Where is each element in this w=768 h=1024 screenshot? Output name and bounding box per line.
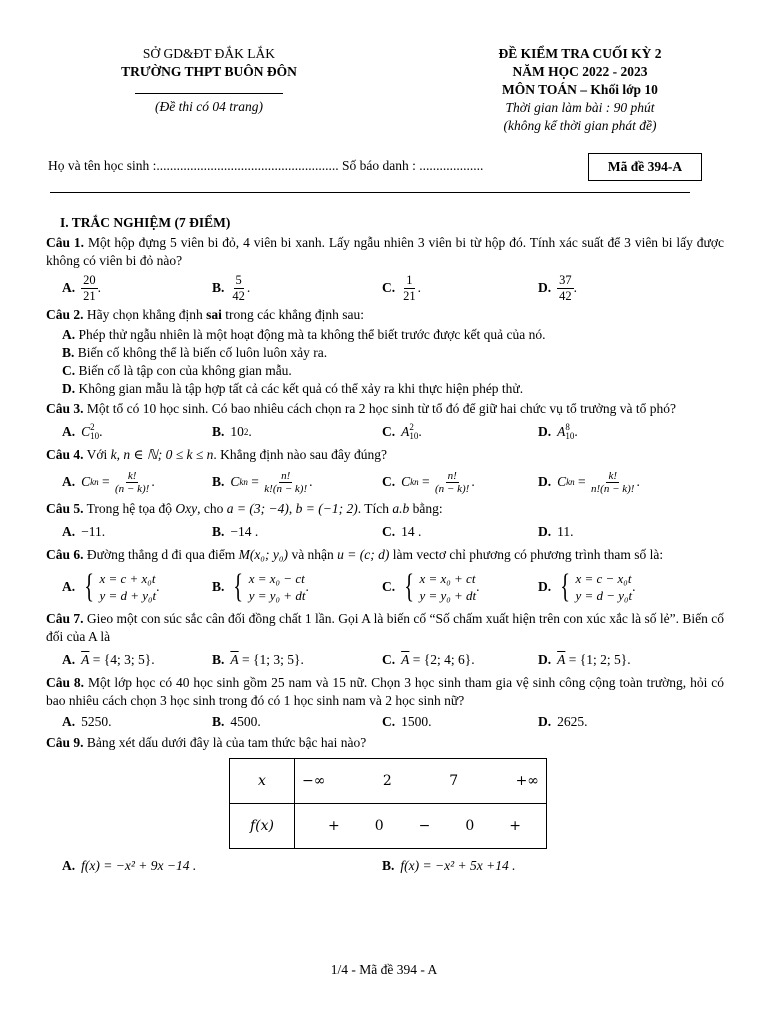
option-d <box>538 712 588 732</box>
option-a <box>62 520 105 544</box>
option-value: = {2; 4; 6} <box>412 652 472 667</box>
page-footer: 1/4 - Mã đề 394 - A <box>330 962 438 977</box>
question-text: Một tổ có 10 học sinh. Có bao nhiêu cách chọn ra 2 học sinh từ tổ đó để giữ hai chức vụ tổ trưởng và tổ phó? <box>83 401 676 416</box>
option-label: B. <box>212 579 225 594</box>
question-text: Hãy chọn khẳng định <box>83 307 207 322</box>
question-1 <box>46 234 724 270</box>
option-value: = {1; 2; 5} <box>568 652 628 667</box>
option-label: C. <box>382 424 396 439</box>
option-d <box>62 380 724 398</box>
question-text: trong các khẳng định sau: <box>221 307 364 322</box>
school-year: NĂM HỌC 2022 - 2023 <box>512 64 648 79</box>
superscript: 2 <box>90 422 95 432</box>
question-label: Câu 8. <box>46 675 85 690</box>
option-value: f(x) = −x² + 9x −14 . <box>81 858 197 873</box>
x-value: −∞ <box>302 773 326 789</box>
option-label: D. <box>538 652 552 667</box>
option-label: D. <box>538 524 552 539</box>
duration: Thời gian làm bài : 90 phút <box>505 100 655 115</box>
question-label: Câu 9. <box>46 735 84 750</box>
question-3-options <box>46 420 724 444</box>
student-info-line: Họ và tên học sinh :...................................................... Số báo danh : ................... <box>48 158 484 173</box>
option-label: B. <box>212 474 225 489</box>
option-label: B. <box>212 424 225 439</box>
option-value: 11. <box>557 524 574 539</box>
question-5: Câu 5. Trong hệ tọa độ Oxy, cho a = (3; −4), b = (−1; 2). Tích a.b bằng: <box>46 501 443 516</box>
complement-symbol: $\overline{A}$ <box>81 652 90 667</box>
section-title: I. TRẮC NGHIỆM (7 ĐIỂM) <box>60 215 231 230</box>
option-label: C. <box>382 714 396 729</box>
school-name: TRƯỜNG THPT BUÔN ĐÔN <box>121 64 297 79</box>
equation-line: y = y₀ + dt <box>248 588 306 603</box>
option-text: Biến cố không thể là biến cố luôn luôn xảy ra. <box>77 345 328 360</box>
option-c: C. A 2 10 . <box>382 422 422 441</box>
math-symbol: A <box>557 424 566 439</box>
option-a: A. C 2 10 . <box>62 422 103 441</box>
option-label: C. <box>382 652 396 667</box>
math-base: 10 <box>230 424 244 439</box>
math-symbol: C <box>81 474 91 489</box>
question-text: Đường thẳng d đi qua điểm <box>83 547 239 562</box>
row-sign-values <box>295 804 547 849</box>
math-symbol: Oxy <box>175 501 198 516</box>
fraction-numerator: n! <box>447 469 457 482</box>
option-c <box>382 520 421 544</box>
option-c <box>382 712 432 732</box>
subscript: 10 <box>565 431 575 441</box>
question-9-options <box>46 855 724 877</box>
question-text: . Khẳng định nào sau đây đúng? <box>213 447 387 462</box>
row-x-values <box>295 759 547 804</box>
option-value: −11. <box>81 524 106 539</box>
question-7 <box>46 610 724 646</box>
header-rule <box>135 93 283 94</box>
option-label: D. <box>538 474 552 489</box>
dot-product: a.b <box>392 501 410 516</box>
option-label: D. <box>62 381 76 396</box>
equation-line: y = y₀ + dt <box>419 588 477 603</box>
complement-symbol: $\overline{A}$ <box>230 652 239 667</box>
option-label: A. <box>62 652 76 667</box>
option-d: D. A 8 10 . <box>538 422 578 441</box>
fraction-numerator: 5 <box>235 272 242 287</box>
question-9 <box>46 734 724 752</box>
option-value: = {1; 3; 5} <box>242 652 301 667</box>
question-2 <box>46 306 724 324</box>
questions-content <box>46 214 724 877</box>
fraction-denominator: (n − k)! <box>435 482 470 495</box>
option-value: 14 . <box>401 524 422 539</box>
fraction-numerator: 1 <box>406 272 413 287</box>
brace-icon: { <box>560 568 571 605</box>
option-label: B. <box>212 524 225 539</box>
option-b <box>62 344 724 362</box>
question-3 <box>46 400 724 418</box>
option-value: 5250. <box>81 714 112 729</box>
question-label: Câu 3. <box>46 401 84 416</box>
option-label: A. <box>62 714 76 729</box>
row-header-x: x <box>230 759 295 804</box>
fraction-numerator: n! <box>281 469 291 482</box>
exam-title: ĐỀ KIỂM TRA CUỐI KỲ 2 <box>498 46 662 61</box>
option-label: A. <box>62 858 76 873</box>
equation-line: x = c − x₀t <box>575 571 632 586</box>
question-text: Một lớp học có 40 học sinh gồm 25 nam và 15 nữ. Chọn 3 học sinh tham gia vệ sinh công cộng toàn trường, hỏi có bao nhiêu cách chọn 3 học sinh trong đó có 1 học sinh nam và 2 học sinh nữ? <box>46 675 724 708</box>
question-text: và nhận <box>288 547 338 562</box>
fraction-denominator: (n − k)! <box>115 482 150 495</box>
equation-line: x = c + x₀t <box>99 571 156 586</box>
option-c: C. $\frac{1}{21}$ . <box>382 272 421 303</box>
option-label: B. <box>62 345 75 360</box>
option-a: A. C k n = $\frac{k!}{(n - k)!}$ . <box>62 469 155 495</box>
option-c: C. $\overline{A}$ = {2; 4; 6} . <box>382 652 475 667</box>
subscript: 10 <box>90 431 100 441</box>
question-text: Trong hệ tọa độ <box>83 501 176 516</box>
fraction-numerator: 20 <box>83 272 96 287</box>
option-a: A. $\overline{A}$ = {4; 3; 5} . <box>62 652 155 667</box>
option-label: C. <box>382 524 396 539</box>
question-label: Câu 1. <box>46 235 85 250</box>
question-6 <box>46 546 724 564</box>
question-text: Một hộp đựng 5 viên bi đỏ, 4 viên bi xanh. Lấy ngẫu nhiên 3 viên bi từ hộp đó. Tính xác suất để 3 viên bi lấy được không có viên bi đỏ nào? <box>46 235 724 268</box>
option-label: B. <box>212 714 225 729</box>
question-4 <box>46 446 724 464</box>
option-c: C. C k n = $\frac{n!}{(n - k)!}$ . <box>382 469 475 495</box>
vector-b: b = (−1; 2) <box>295 501 358 516</box>
x-value: +∞ <box>515 773 539 789</box>
option-text: Phép thử ngẫu nhiên là một hoạt động mà ta không thể biết trước được kết quả của nó. <box>78 327 546 342</box>
question-7-options <box>46 648 724 672</box>
sign-value: + <box>509 818 521 834</box>
row-header-fx: f(x) <box>230 804 295 849</box>
subject: MÔN TOÁN – Khối lớp 10 <box>502 82 658 97</box>
header-separator <box>50 192 690 193</box>
equation-line: y = d − y₀t <box>575 588 633 603</box>
complement-symbol: $\overline{A}$ <box>557 652 566 667</box>
option-value: 2625. <box>557 714 588 729</box>
complement-symbol: $\overline{A}$ <box>401 652 410 667</box>
option-b <box>212 712 261 732</box>
option-label: A. <box>62 327 76 342</box>
table-row <box>230 804 547 849</box>
fraction-denominator: 42 <box>232 288 245 303</box>
question-text: làm vectơ chỉ phương có phương trình tham số là: <box>389 547 664 562</box>
question-text: . Tích <box>357 501 393 516</box>
option-label: C. <box>382 474 396 489</box>
question-4-options <box>46 466 724 498</box>
math-symbol: C <box>81 424 91 439</box>
option-d: D. $\overline{A}$ = {1; 2; 5} . <box>538 652 631 667</box>
option-label: A. <box>62 280 76 295</box>
superscript: 2 <box>409 422 414 432</box>
option-a <box>62 855 196 877</box>
question-label: Câu 7. <box>46 611 84 626</box>
x-value: 7 <box>449 773 459 789</box>
option-d: D. $\frac{37}{42}$ . <box>538 272 577 303</box>
option-b: B. { x = x₀ − ct y = y₀ + dt . <box>212 568 309 605</box>
option-b: B. 10 2 . <box>212 424 252 439</box>
equation-line: y = d + y₀t <box>99 588 157 603</box>
brace-icon: { <box>84 568 95 605</box>
option-value: = {4; 3; 5} <box>92 652 152 667</box>
header-left <box>84 45 334 116</box>
question-text: Gieo một con súc sắc cân đối đồng chất 1 lần. Gọi A là biến cố “Số chấm xuất hiện trên con xúc xắc là số lẻ”. Biến cố đối của A là <box>46 611 724 644</box>
sign-value: − <box>418 818 431 834</box>
question-text: bằng: <box>409 501 443 516</box>
question-text: , cho <box>197 501 227 516</box>
option-d: D. { x = c − x₀t y = d − y₀t . <box>538 568 636 605</box>
question-text: Bảng xét dấu dưới đây là của tam thức bậc hai nào? <box>83 735 367 750</box>
brace-icon: { <box>233 568 244 605</box>
superscript: 8 <box>565 422 570 432</box>
equation-line: x = x₀ + ct <box>419 571 476 586</box>
option-label: B. <box>382 858 395 873</box>
option-label: A. <box>62 424 76 439</box>
x-value: 2 <box>382 773 392 789</box>
math-point: M(x₀; y₀) <box>238 547 289 562</box>
question-5-options <box>46 520 724 544</box>
option-label: D. <box>538 714 552 729</box>
exam-code-box: Mã đề 394-A <box>588 153 702 181</box>
option-value: −14 . <box>230 524 259 539</box>
brace-icon: { <box>404 568 415 605</box>
fraction-numerator: k! <box>127 469 137 482</box>
question-label: Câu 6. <box>46 547 84 562</box>
fraction-denominator: 21 <box>83 288 96 303</box>
fraction-numerator: 37 <box>559 272 572 287</box>
option-label: A. <box>62 524 76 539</box>
option-d: D. C k n = $\frac{k!}{n!(n - k)!}$ . <box>538 469 640 495</box>
math-symbol: C <box>557 474 567 489</box>
option-label: C. <box>382 280 396 295</box>
option-c <box>62 362 724 380</box>
table-row <box>230 759 547 804</box>
question-label: Câu 5. <box>46 501 84 516</box>
option-value: f(x) = −x² + 5x +14 . <box>400 858 516 873</box>
option-value: 4500. <box>230 714 261 729</box>
question-text: Với <box>83 447 111 462</box>
sign-value: 0 <box>465 818 475 834</box>
option-label: C. <box>382 579 396 594</box>
sign-value: + <box>328 818 340 834</box>
option-a <box>62 712 112 732</box>
option-label: C. <box>62 363 76 378</box>
option-value: 1500. <box>401 714 432 729</box>
sign-table <box>229 758 547 849</box>
sign-value: 0 <box>374 818 384 834</box>
option-b: B. C k n = $\frac{n!}{k!(n - k)!}$ . <box>212 469 313 495</box>
option-label: D. <box>538 280 552 295</box>
question-8-options <box>46 712 724 732</box>
equation-line: x = x₀ − ct <box>248 571 305 586</box>
fraction-denominator: 42 <box>559 288 572 303</box>
option-label: D. <box>538 579 552 594</box>
option-b <box>212 520 258 544</box>
question-label: Câu 4. <box>46 447 84 462</box>
question-emphasis: sai <box>206 307 222 322</box>
math-condition: k, n ∈ ℕ; 0 ≤ k ≤ n <box>110 447 214 462</box>
option-label: B. <box>212 652 225 667</box>
option-label: A. <box>62 579 76 594</box>
option-a: A. $\frac{20}{21}$ . <box>62 272 101 303</box>
direction-vector: u = (c; d) <box>337 547 390 562</box>
math-symbol: A <box>401 424 410 439</box>
question-label: Câu 2. <box>46 307 84 322</box>
fraction-denominator: k!(n − k)! <box>264 482 308 495</box>
option-label: D. <box>538 424 552 439</box>
header-right <box>470 45 690 135</box>
fraction-denominator: 21 <box>403 288 416 303</box>
department-name: SỞ GD&ĐT ĐẮK LẮK <box>142 46 276 61</box>
math-symbol: C <box>401 474 411 489</box>
option-label: B. <box>212 280 225 295</box>
subscript: 10 <box>409 431 419 441</box>
question-6-options <box>46 566 724 608</box>
option-b: B. $\overline{A}$ = {1; 3; 5} . <box>212 652 304 667</box>
question-8 <box>46 674 724 710</box>
duration-note: (không kể thời gian phát đề) <box>503 118 657 133</box>
question-1-options <box>46 272 724 304</box>
option-b: B. $\frac{5}{42}$ . <box>212 272 251 303</box>
page-count-note: (Đề thi có 04 trang) <box>155 99 263 114</box>
fraction-denominator: n!(n − k)! <box>591 482 635 495</box>
vector-a: a = (3; −4) <box>226 501 289 516</box>
option-d <box>538 520 574 544</box>
sign-table-wrap <box>229 758 724 849</box>
option-a <box>62 326 724 344</box>
option-label: A. <box>62 474 76 489</box>
option-b <box>382 855 515 877</box>
option-text: Biến cố là tập con của không gian mẫu. <box>78 363 292 378</box>
option-text: Không gian mẫu là tập hợp tất cả các kết quả có thể xảy ra khi thực hiện phép thử. <box>78 381 524 396</box>
option-a: A. { x = c + x₀t y = d + y₀t . <box>62 568 160 605</box>
fraction-numerator: k! <box>608 469 618 482</box>
math-symbol: C <box>230 474 240 489</box>
option-c: C. { x = x₀ + ct y = y₀ + dt . <box>382 568 480 605</box>
